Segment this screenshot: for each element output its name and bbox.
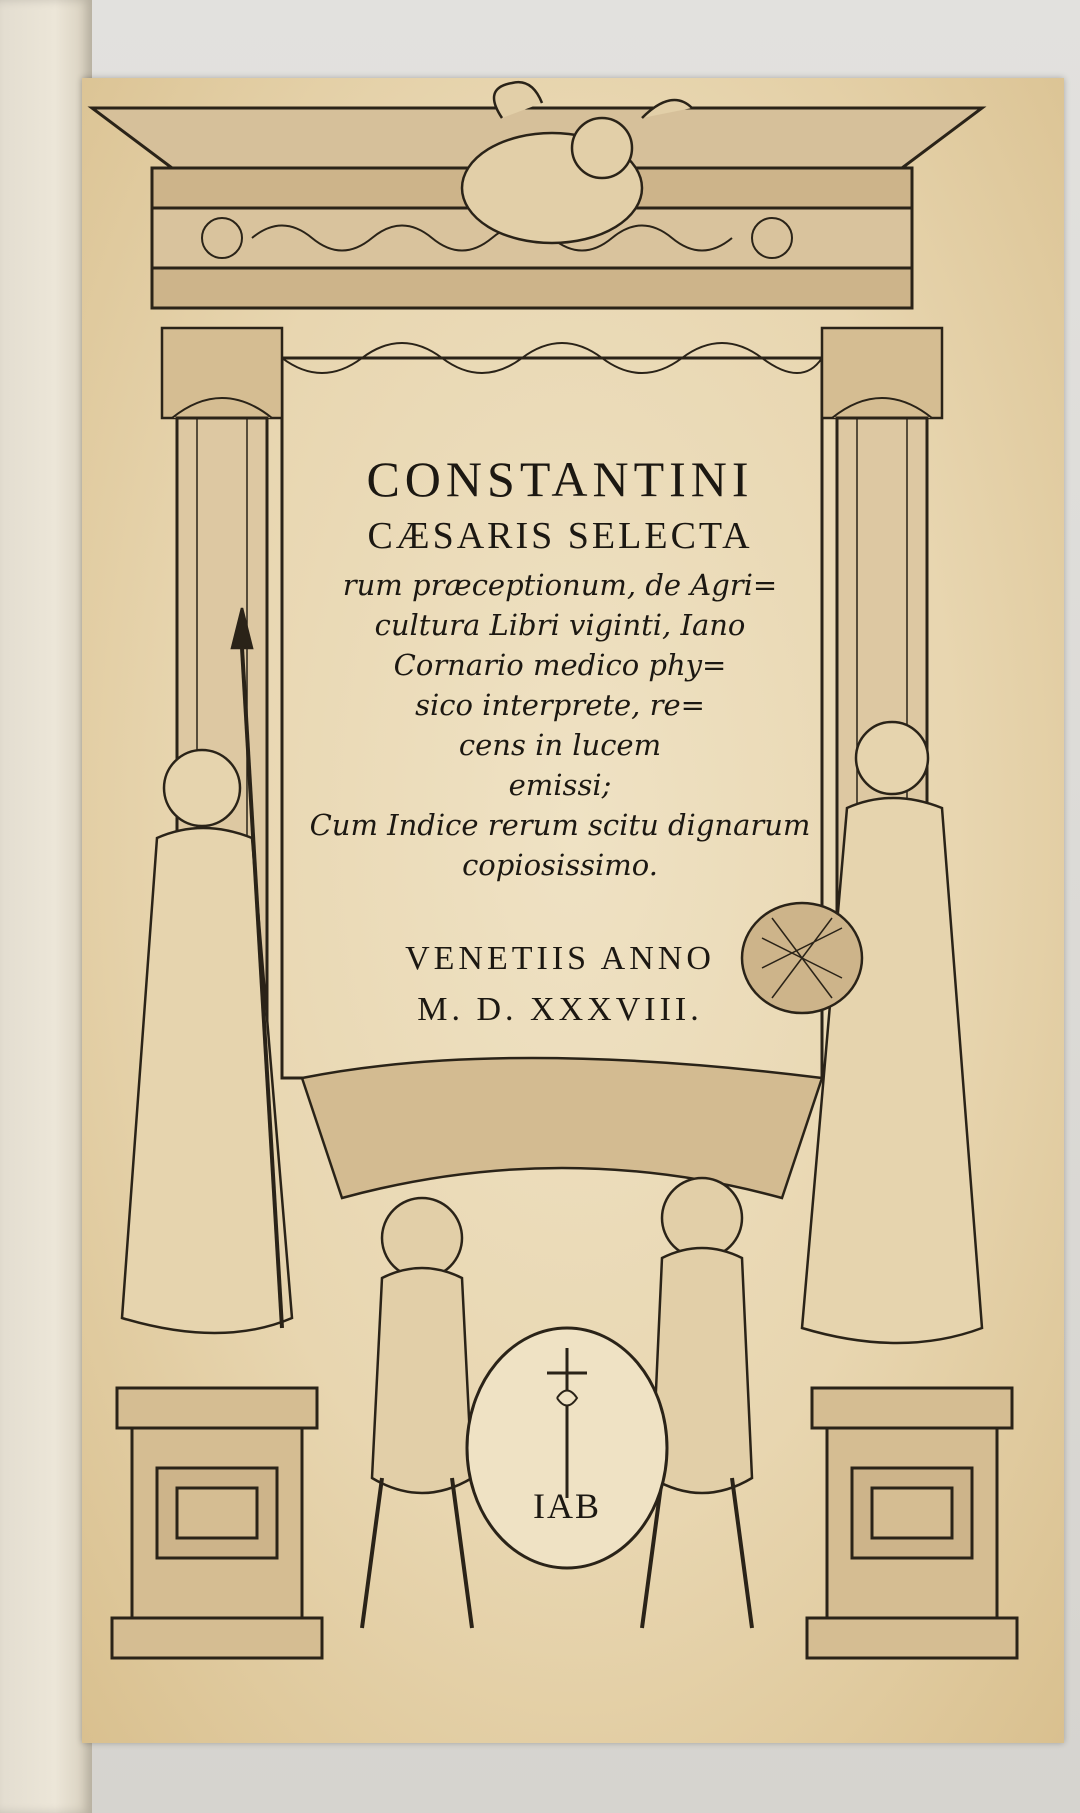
body-line: emissi;	[508, 767, 612, 802]
imprint-date: M. D. XXXVIII.	[417, 990, 703, 1028]
title-text-block	[300, 380, 820, 1100]
body-line: sico interprete, re=	[415, 687, 705, 722]
body-line: Cornario medico phy=	[393, 647, 727, 682]
left-page-edge	[0, 0, 92, 1813]
title-line-caesaris: CÆSARIS SELECTA	[367, 515, 753, 557]
left-pedestal	[112, 1388, 322, 1658]
imprint	[300, 933, 820, 1035]
title-line-constantini: CONSTANTINI	[366, 451, 754, 507]
body-line: rum præceptionum, de Agri=	[342, 567, 778, 602]
title-body	[300, 565, 820, 885]
body-line: cens in lucem	[458, 727, 662, 762]
body-line: cultura Libri viginti, Iano	[374, 607, 746, 642]
printer-mark-shield	[467, 1328, 667, 1568]
imprint-place: VENETIIS ANNO	[405, 939, 715, 977]
body-line: copiosissimo.	[462, 847, 658, 882]
printer-mark-monogram: IAB	[533, 1486, 601, 1526]
right-pedestal	[807, 1388, 1017, 1658]
body-line: Cum Indice rerum scitu dignarum	[309, 807, 811, 842]
